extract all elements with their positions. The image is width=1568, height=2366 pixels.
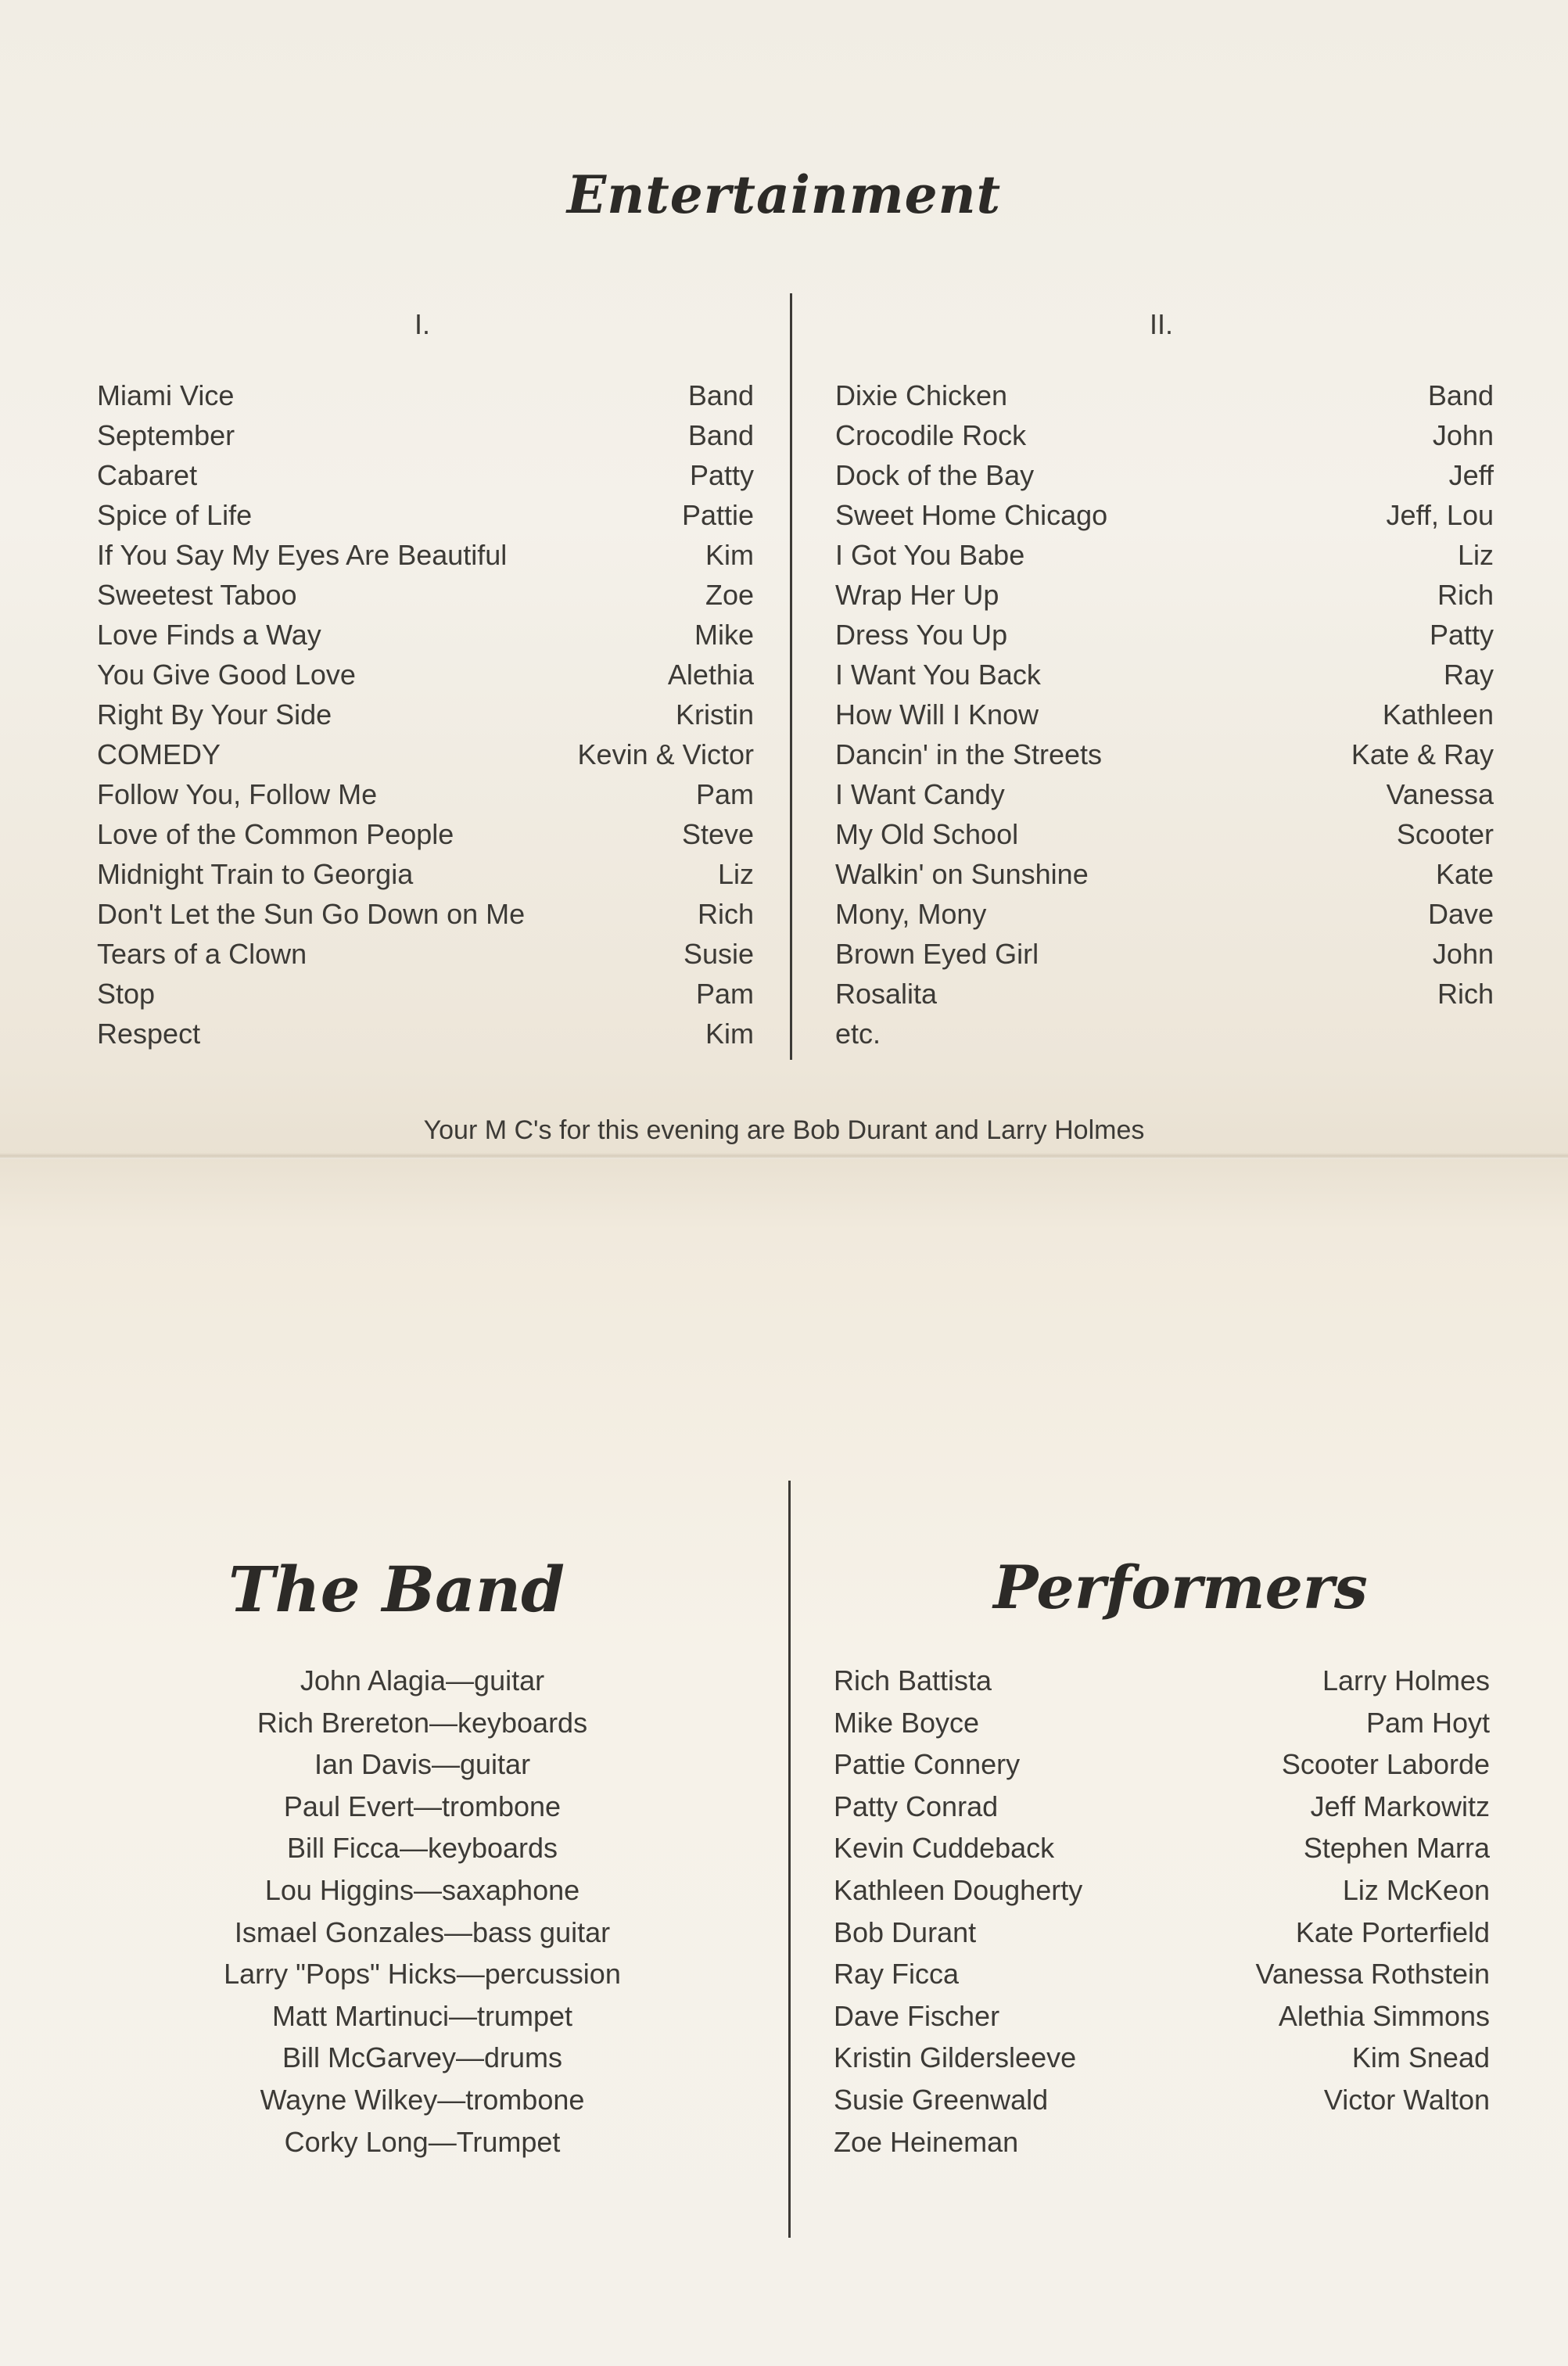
performer-name: Pam (695, 978, 754, 1010)
setlist-item (97, 894, 754, 934)
performer-item: Larry Holmes (1322, 1664, 1490, 1696)
performer-item: Pattie Connery (834, 1748, 1021, 1781)
performer-item: Kim Snead (1351, 2041, 1490, 2074)
setlist-item (97, 375, 754, 415)
setlist-item (97, 774, 754, 814)
song-title: I Got You Babe (835, 539, 1025, 571)
song-title: Mony, Mony (835, 898, 987, 930)
setlist-item (835, 575, 1494, 615)
band-member: Bill McGarvey—drums (282, 2041, 563, 2074)
song-title: Crocodile Rock (835, 419, 1027, 451)
setlist-item (97, 535, 754, 575)
performer-item: Ray Ficca (834, 1958, 960, 1991)
band-member: Ian Davis—guitar (314, 1748, 531, 1781)
setlist-item (835, 974, 1494, 1014)
performer-name: Steve (681, 818, 754, 850)
set-two-list (835, 375, 1494, 1054)
setlist-item (97, 695, 754, 734)
performer-name: Ray (1443, 659, 1494, 691)
song-title: Sweet Home Chicago (835, 499, 1108, 531)
setlist-item (97, 575, 754, 615)
band-member: Paul Evert—trombone (283, 1790, 562, 1822)
performer-item: Kristin Gildersleeve (834, 2041, 1077, 2074)
set-one-list (97, 375, 754, 1054)
performer-item: Mike Boyce (834, 1706, 980, 1739)
performer-item: Rich Battista (834, 1664, 992, 1696)
setlist-item (835, 854, 1494, 894)
performer-name: Kevin & Victor (577, 738, 754, 770)
performer-name: Alethia (667, 659, 754, 691)
performer-name: Scooter (1396, 818, 1494, 850)
song-title: How Will I Know (835, 698, 1039, 731)
entertainment-title: Entertainment (566, 164, 1002, 225)
performer-name: Liz (1457, 539, 1494, 571)
song-title: etc. (835, 1018, 881, 1050)
song-title: You Give Good Love (97, 659, 356, 691)
band-title: The Band (228, 1553, 565, 1626)
entertainment-divider (790, 293, 792, 1060)
band-member: Bill Ficca—keyboards (286, 1832, 558, 1865)
song-title: Walkin' on Sunshine (835, 858, 1089, 890)
song-title: Brown Eyed Girl (835, 938, 1039, 970)
setlist-item (97, 455, 754, 495)
setlist-item (97, 615, 754, 655)
performer-name: Vanessa (1386, 778, 1494, 810)
performer-name: Susie (683, 938, 754, 970)
setlist-item (835, 455, 1494, 495)
performer-name: Patty (1429, 619, 1494, 651)
setlist-item (97, 854, 754, 894)
setlist-item (835, 615, 1494, 655)
performer-name: Pattie (681, 499, 754, 531)
performer-name: Mike (694, 619, 754, 651)
performer-name: Rich (1437, 978, 1494, 1010)
performer-name: Band (687, 419, 754, 451)
performer-name: Kate & Ray (1351, 738, 1494, 770)
performer-name: Band (687, 379, 754, 411)
band-member: Wayne Wilkey—trombone (260, 2083, 585, 2116)
performer-item: Kathleen Dougherty (834, 1873, 1083, 1906)
performer-name: Jeff, Lou (1386, 499, 1494, 531)
performers-left-list (834, 1660, 1082, 2163)
setlist-item (97, 734, 754, 774)
mc-announcement: Your M C's for this evening are Bob Durant and Larry Holmes (423, 1115, 1145, 1145)
song-title: Dress You Up (835, 619, 1008, 651)
performer-name: Patty (689, 459, 754, 491)
performer-name: Kristin (675, 698, 754, 731)
setlist-item (835, 774, 1494, 814)
song-title: Dock of the Bay (835, 459, 1035, 491)
performer-name: Kate (1435, 858, 1494, 890)
setlist-item (97, 495, 754, 535)
performer-name: Band (1427, 379, 1494, 411)
performer-item: Kevin Cuddeback (834, 1832, 1055, 1865)
set-one-numeral: I. (414, 308, 431, 340)
performer-item: Liz McKeon (1342, 1873, 1490, 1906)
song-title: Dancin' in the Streets (835, 738, 1103, 770)
performer-item: Dave Fischer (834, 1999, 1000, 2032)
performer-item: Scooter Laborde (1281, 1748, 1490, 1781)
setlist-item (835, 934, 1494, 974)
performer-item: Pam Hoyt (1365, 1706, 1490, 1739)
setlist-item (835, 1014, 1494, 1054)
performer-item: Alethia Simmons (1278, 1999, 1490, 2032)
song-title: If You Say My Eyes Are Beautiful (97, 539, 508, 571)
performer-item: Kate Porterfield (1295, 1915, 1490, 1948)
setlist-item (835, 415, 1494, 455)
setlist-item (835, 894, 1494, 934)
band-member: Lou Higgins—saxaphone (264, 1873, 580, 1906)
performer-name: Rich (1437, 579, 1494, 611)
performer-item: Stephen Marra (1303, 1832, 1490, 1865)
song-title: Miami Vice (97, 379, 235, 411)
song-title: Follow You, Follow Me (97, 778, 378, 810)
band-member: Larry "Pops" Hicks—percussion (224, 1958, 621, 1991)
song-title: Don't Let the Sun Go Down on Me (97, 898, 526, 930)
performer-name: John (1432, 938, 1494, 970)
setlist-item (835, 655, 1494, 695)
song-title: Wrap Her Up (835, 579, 999, 611)
song-title: Midnight Train to Georgia (97, 858, 414, 890)
performer-item: Vanessa Rothstein (1255, 1958, 1490, 1991)
song-title: Love Finds a Way (97, 619, 321, 651)
setlist-item (835, 734, 1494, 774)
band-members-list (0, 1660, 845, 2163)
setlist-item (97, 1014, 754, 1054)
performer-item: Bob Durant (834, 1915, 977, 1948)
band-member: Ismael Gonzales—bass guitar (234, 1915, 611, 1948)
band-member: Matt Martinuci—trumpet (271, 1999, 573, 2032)
performers-right-list (1255, 1660, 1490, 2121)
setlist-item (97, 415, 754, 455)
setlist-item (97, 655, 754, 695)
performer-name: Pam (695, 778, 754, 810)
song-title: Tears of a Clown (97, 938, 307, 970)
performers-title: Performers (993, 1553, 1368, 1622)
setlist-item (97, 934, 754, 974)
performer-name: Zoe (705, 579, 754, 611)
band-member: Corky Long—Trumpet (284, 2125, 561, 2158)
song-title: Right By Your Side (97, 698, 332, 731)
band-member: Rich Brereton—keyboards (257, 1706, 588, 1739)
performer-name: Rich (697, 898, 754, 930)
set-two-numeral: II. (1150, 308, 1174, 340)
performer-name: Jeff (1448, 459, 1494, 491)
performer-item: Victor Walton (1323, 2083, 1490, 2116)
performer-name: John (1432, 419, 1494, 451)
setlist-item (835, 495, 1494, 535)
performer-item: Jeff Markowitz (1310, 1790, 1490, 1822)
performer-name: Kim (705, 539, 754, 571)
song-title: Love of the Common People (97, 818, 454, 850)
band-member: John Alagia—guitar (300, 1664, 545, 1696)
setlist-item (97, 814, 754, 854)
song-title: I Want Candy (835, 778, 1005, 810)
performer-name: Liz (717, 858, 754, 890)
song-title: Respect (97, 1018, 201, 1050)
song-title: My Old School (835, 818, 1019, 850)
song-title: Rosalita (835, 978, 938, 1010)
performer-name: Kim (705, 1018, 754, 1050)
performer-item: Zoe Heineman (834, 2125, 1019, 2158)
song-title: COMEDY (97, 738, 221, 770)
song-title: I Want You Back (835, 659, 1041, 691)
page-fold (0, 1153, 1568, 1159)
song-title: Cabaret (97, 459, 198, 491)
song-title: Stop (97, 978, 156, 1010)
performer-item: Patty Conrad (834, 1790, 999, 1822)
performer-item: Susie Greenwald (834, 2083, 1049, 2116)
setlist-item (835, 535, 1494, 575)
song-title: September (97, 419, 235, 451)
setlist-item (835, 695, 1494, 734)
song-title: Sweetest Taboo (97, 579, 297, 611)
performer-name: Kathleen (1382, 698, 1494, 731)
setlist-item (835, 375, 1494, 415)
song-title: Dixie Chicken (835, 379, 1008, 411)
setlist-item (97, 974, 754, 1014)
setlist-item (835, 814, 1494, 854)
performer-name: Dave (1427, 898, 1494, 930)
song-title: Spice of Life (97, 499, 253, 531)
